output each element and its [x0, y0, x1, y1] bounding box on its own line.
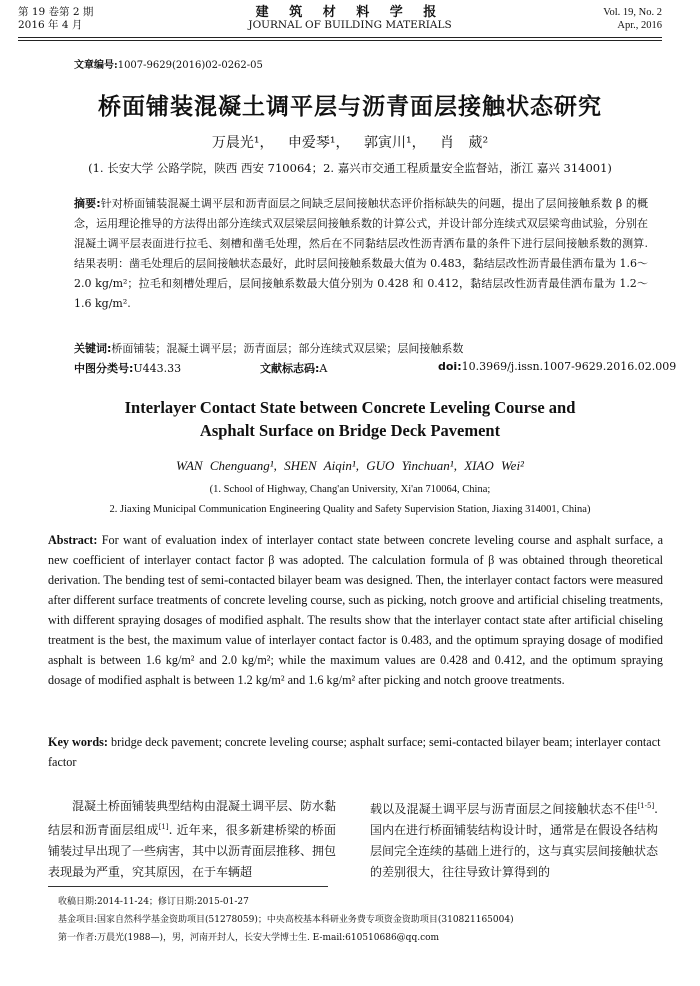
keywords-cn — [74, 340, 648, 356]
article-number-label: 文章编号: — [74, 60, 118, 71]
journal-name-en: JOURNAL OF BUILDING MATERIALS — [248, 19, 452, 31]
abstract-en — [48, 530, 663, 690]
footnote-dates: 收稿日期:2014-11-24；修订日期:2015-01-27 — [58, 897, 249, 907]
abstract-cn — [74, 194, 648, 314]
footnote-rule — [48, 886, 328, 887]
body-text: 载以及混凝土调平层与沥青面层之间接触状态不佳 — [370, 802, 638, 816]
clc-value: U443.33 — [133, 362, 182, 375]
authors-cn: 万晨光¹， 申爱琴¹， 郭寅川¹， 肖 葳² — [211, 135, 489, 151]
body-text: . 近年来，很多新建桥梁的桥面铺装过早出现了一些病害，其中以沥青面层推移、拥包表现最为严重，究其原因，在于车辆超 — [48, 823, 337, 879]
body-paragraph — [48, 796, 336, 883]
journal-name-cn: 建 筑 材 料 学 报 — [255, 5, 445, 20]
header-rule-top — [18, 37, 662, 38]
title-cn: 桥面铺装混凝土调平层与沥青面层接触状态研究 — [98, 94, 602, 120]
affiliation-en-2: 2. Jiaxing Municipal Communication Engineering Quality and Safety Supervision Station, Jiaxing 314001, China) — [109, 504, 591, 515]
keywords-cn-label: 关键词: — [74, 342, 112, 355]
keywords-en — [48, 732, 663, 772]
abstract-cn-label: 摘要: — [74, 197, 101, 210]
keywords-en-label: Key words: — [48, 735, 108, 749]
doi — [438, 360, 676, 373]
doi-label: doi: — [438, 360, 462, 373]
body-text: . 国内在进行桥面铺装结构设计时，通常是在假设各结构层间完全连续的基础上进行的，这与真实层间接触状态的差别很大，往往导致计算得到的 — [370, 802, 659, 879]
volume-cn: 第 19 卷第 2 期 — [18, 6, 94, 18]
journal-header — [0, 6, 700, 32]
title-en-line-2: Asphalt Surface on Bridge Deck Pavement — [199, 421, 501, 440]
date-cn: 2016 年 4 月 — [18, 19, 83, 31]
clc-label: 中图分类号: — [74, 362, 134, 375]
date-en: Apr., 2016 — [617, 20, 662, 31]
clc — [74, 360, 181, 376]
authors-en: WAN Chenguang¹, SHEN Aiqin¹, GUO Yinchuan¹, XIAO Wei² — [176, 458, 524, 473]
article-number-value: 1007-9629(2016)02-0262-05 — [117, 60, 263, 71]
document-code-value: A — [319, 362, 328, 375]
title-en-line-1: Interlayer Contact State between Concrete Leveling Course and — [124, 398, 576, 417]
footnote-fund: 基金项目:国家自然科学基金资助项目(51278059)；中央高校基本科研业务费专项资金资助项目(310821165004) — [58, 915, 514, 925]
body-column-right — [370, 796, 658, 883]
citation[interactable]: [1] — [158, 823, 169, 831]
abstract-en-label: Abstract: — [48, 533, 98, 547]
keywords-en-text: bridge deck pavement; concrete leveling course; asphalt surface; semi-contacted bilayer beam; interlayer contact factor — [48, 735, 661, 769]
affiliation-cn: (1. 长安大学 公路学院，陕西 西安 710064；2. 嘉兴市交通工程质量安全监督站，浙江 嘉兴 314001) — [88, 161, 612, 175]
title-en — [0, 396, 700, 442]
article-number — [74, 56, 263, 71]
keywords-cn-text: 桥面铺装；混凝土调平层；沥青面层；部分连续式双层梁；层间接触系数 — [111, 342, 464, 355]
header-rule-bottom — [18, 40, 662, 41]
doi-link[interactable]: 10.3969/j.issn.1007-9629.2016.02.009 — [461, 360, 677, 373]
footnote-author: 第一作者:万晨光(1988—)，男，河南开封人，长安大学博士生. E-mail:610510686@qq.com — [58, 933, 440, 943]
document-code — [260, 360, 327, 376]
affiliation-en-1: (1. School of Highway, Chang'an University, Xi'an 710064, China; — [209, 484, 491, 495]
volume-en: Vol. 19, No. 2 — [603, 7, 662, 18]
header-right — [603, 6, 662, 32]
body-column-left — [48, 796, 336, 883]
abstract-en-text: For want of evaluation index of interlayer contact state between concrete leveling course and asphalt surface, a new coefficient of interlayer contact factor β was adopted. The calculation formula of β was obtained through theoretical derivation. The bending test of semi-contacted bilayer beam was designed. Then, the interlayer contact factors were measured after different surface treatments of concrete leveling course, such as picking, notch groove and artificial chiseling treatments, with different spraying dosages of modified asphalt. The results show that the interlayer contact state after artificial chiseling treatment is the best, the maximum value of interlayer contact factor is 0.483, and the optimum spraying dosage of modified asphalt is between 1.6 kg/m² and 2.0 kg/m²; while the maximum values are 0.428 and 0.412, and the optimum spraying dosage of modified asphalt is between 1.2 kg/m² and 1.6 kg/m² after picking and notch groove treatments. — [48, 533, 664, 687]
abstract-cn-text: 针对桥面铺装混凝土调平层和沥青面层之间缺乏层间接触状态评价指标缺失的问题，提出了层间接触系数 β 的概念，运用理论推导的方法得出部分连续式双层梁层间接触系数的计算公式，并设计部分连续式双层梁弯曲试验，分别在混凝土调平层表面进行拉毛、刻槽和凿毛处理，然后在不同黏结层改性沥青洒布量的条件下进行层间接触系数的测算. 结果表明：凿毛处理后的层间接触状态最好，此时层间接触系数最大值为 0.483，黏结层改性沥青最佳洒布量为 1.6～2.0 kg/m²；拉毛和刻槽处理后，层间接触系数最大值分别为 0.428 和 0.412，黏结层改性沥青最佳洒布量为 1.2～1.6 kg/m². — [74, 197, 648, 310]
body-paragraph — [370, 796, 658, 883]
document-code-label: 文献标志码: — [260, 362, 320, 375]
body-text: 混凝土桥面铺装典型结构由混凝土调平层、防水黏结层和沥青面层组成 — [48, 799, 337, 837]
citation[interactable]: [1-5] — [637, 802, 655, 810]
